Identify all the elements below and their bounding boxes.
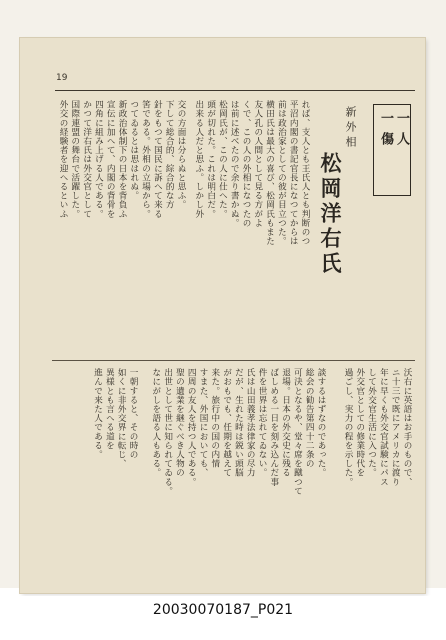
text-column: 四周の友人を持つ人である。 xyxy=(186,368,197,487)
text-column: 平沼内閣の書記官長になつてからは xyxy=(288,100,299,246)
text-column: 聖の遺業を継ぐべき人物の xyxy=(174,368,185,478)
text-column: 件を世界は忘れてゐない。 xyxy=(257,368,268,478)
text-column: は前に述べたので余り書かぬ。 xyxy=(229,100,240,228)
text-column: 筈である。外相の立場から。 xyxy=(140,100,151,219)
text-column: なにがしを語る人もある。 xyxy=(150,368,161,478)
text-column: 横田氏は最大の喜び、松岡氏もまた xyxy=(264,100,275,246)
text-column: 外交の経験者を迎へるといふ xyxy=(58,100,69,219)
text-column: 退場。日本の外交史に残る xyxy=(280,368,291,478)
text-column: ばしめる一日を刻み込んだ事 xyxy=(268,368,279,487)
text-column: 新政治体制下の日本を背負ふ xyxy=(117,100,128,219)
lower-right-text xyxy=(330,368,412,583)
text-column: 来た。旅行中の国の内情 xyxy=(209,368,220,469)
text-column: 談するはずなのであった。 xyxy=(316,368,326,478)
text-column: つてゐるとは思はれぬ。 xyxy=(128,100,139,201)
text-column: すまた、外国においても、 xyxy=(198,368,209,478)
article-title: 松岡洋右氏 xyxy=(318,152,343,277)
text-column: 沃右に英語はお手のもので、 xyxy=(402,368,412,487)
text-column: 松岡氏が、この人に仕へた。 xyxy=(217,100,228,219)
text-column: 下して総合的、綜合的な方 xyxy=(164,100,175,210)
text-column: 宣伝に加へて、内閣の背骨を xyxy=(105,100,116,219)
text-column: 進んで来た人である。 xyxy=(92,368,103,459)
text-column: して外交官生活に入つた。 xyxy=(366,368,377,478)
column-title-box xyxy=(373,104,411,196)
text-column: 頭が切れた。これは明白だ。 xyxy=(205,100,216,219)
lower-left-text xyxy=(58,368,138,583)
text-column: 総会の勧告第四十二条の xyxy=(304,368,315,469)
upper-right-text xyxy=(190,100,310,352)
text-column: ニ十三で既にアメリカに渡り xyxy=(390,368,401,487)
column-title-line2: 一傷 xyxy=(378,111,393,153)
text-column: れば、支人とも王氏人とも判断のつ xyxy=(300,100,310,246)
text-column: 出世として世に知られてゐる。 xyxy=(162,368,173,496)
text-column: 出来る人だと思ふ。しかし外 xyxy=(193,100,204,219)
text-column: 可決となるや、堂々席を蹴つて xyxy=(292,368,303,496)
text-column: がおもでも、任期を越えて xyxy=(221,368,232,478)
header-rule xyxy=(55,90,415,91)
text-column: 氏は山田義孝法律家の尽力 xyxy=(245,368,256,478)
text-column: かつて洋右氏は外交官として xyxy=(81,100,92,219)
archive-id-caption: 20030070187_P021 xyxy=(152,602,294,618)
text-column: 交の方面は分らぬと思ふ。 xyxy=(176,100,186,210)
lower-middle-text xyxy=(142,368,326,583)
text-column: 一朝すると、その時の xyxy=(128,368,138,459)
text-column: 国際連盟の舞台で活躍した。 xyxy=(69,100,80,219)
text-column: 異様とも言へる道を xyxy=(104,368,115,450)
text-column: 如くに非外交界に転じ、 xyxy=(116,368,127,469)
text-column: 前は政治家としての彼が目立つた。 xyxy=(276,100,287,246)
text-column: 針をもつて国民に訴へて来る xyxy=(152,100,163,219)
column-title-line1: 一人 xyxy=(394,111,409,153)
text-column: 年に早くも外交官試験にパス xyxy=(378,368,389,487)
article-kicker: 新外相 xyxy=(344,106,357,151)
page-number: 19 xyxy=(56,73,68,83)
text-column: 友人孔の人間として見る方がよ xyxy=(252,100,263,228)
text-column: 四角に組み上げる人である。 xyxy=(93,100,104,219)
section-divider xyxy=(52,360,415,361)
text-column: だが、生れた時は鋭い頭脳 xyxy=(233,368,244,478)
text-column: 外交官としての修業時代を xyxy=(354,368,365,478)
upper-left-text xyxy=(58,100,186,352)
text-column: 過ごし、実力の程を示した。 xyxy=(343,368,354,487)
text-column: くで、この人の外相になつたの xyxy=(241,100,252,228)
